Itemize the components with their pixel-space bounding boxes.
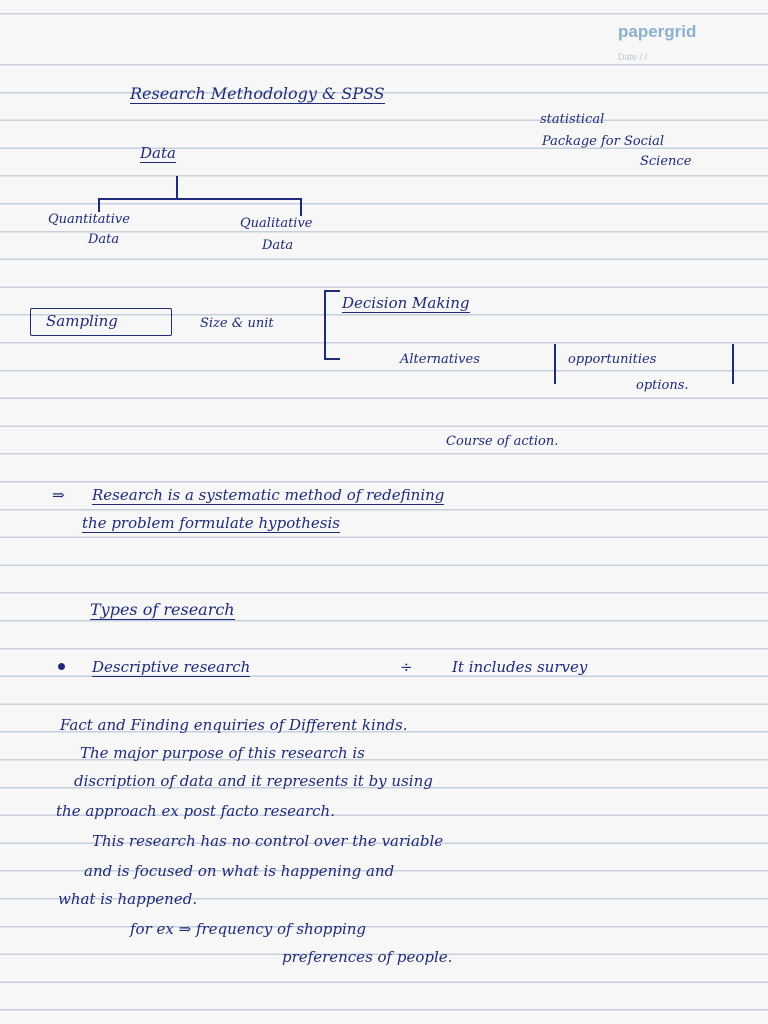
spss-expansion-2: Package for Social [542,134,665,149]
tree-stem [176,176,178,198]
descriptive-line-7: what is happened. [58,890,198,908]
example-line-1: for ex ⇒ frequency of shopping [130,920,367,938]
bullet-icon [58,663,65,670]
descriptive-separator: ÷ [400,658,413,676]
decision-bracket-vertical [324,290,326,360]
decision-making-label: Decision Making [342,294,470,312]
course-of-action-label: Course of action. [446,434,559,449]
date-label: Date / / [618,52,648,62]
descriptive-line-1: Fact and Finding enquiries of Different kinds. [60,716,408,734]
opportunities-label: opportunities [568,352,657,367]
descriptive-line-4: the approach ex post facto research. [56,802,335,820]
size-unit-label: Size & unit [200,316,274,331]
quantitative-label: Quantitative [48,212,130,227]
brand-logo: papergrid [618,22,697,41]
descriptive-intro: It includes survey [452,658,588,676]
alt-separator-2 [732,344,734,384]
spss-expansion-3: Science [640,154,692,169]
example-line-2: preferences of people. [282,948,453,966]
definition-line-1: Research is a systematic method of redefining [92,486,445,504]
alternatives-label: Alternatives [400,352,480,367]
page-title: Research Methodology & SPSS [130,84,385,103]
descriptive-line-5: This research has no control over the variable [92,832,444,850]
sampling-label: Sampling [46,312,118,330]
descriptive-line-3: discription of data and it represents it by using [74,772,433,790]
qualitative-label: Qualitative [240,216,313,231]
types-heading: Types of research [90,600,235,619]
qualitative-data-label: Data [262,238,294,253]
spss-expansion-1: statistical [540,112,605,127]
definition-arrow: ⇒ [52,486,65,504]
alt-separator-1 [554,344,556,384]
decision-bracket-bottom [324,358,340,360]
tree-branch [98,198,302,200]
descriptive-line-2: The major purpose of this research is [80,744,365,762]
descriptive-line-6: and is focused on what is happening and [84,862,395,880]
tree-left-drop [98,198,100,212]
quantitative-data-label: Data [88,232,120,247]
definition-line-2: the problem formulate hypothesis [82,514,340,532]
descriptive-label: Descriptive research [92,658,251,676]
options-label: options. [636,378,689,393]
tree-right-drop [300,198,302,216]
decision-bracket-top [324,290,340,292]
data-heading: Data [140,144,176,162]
